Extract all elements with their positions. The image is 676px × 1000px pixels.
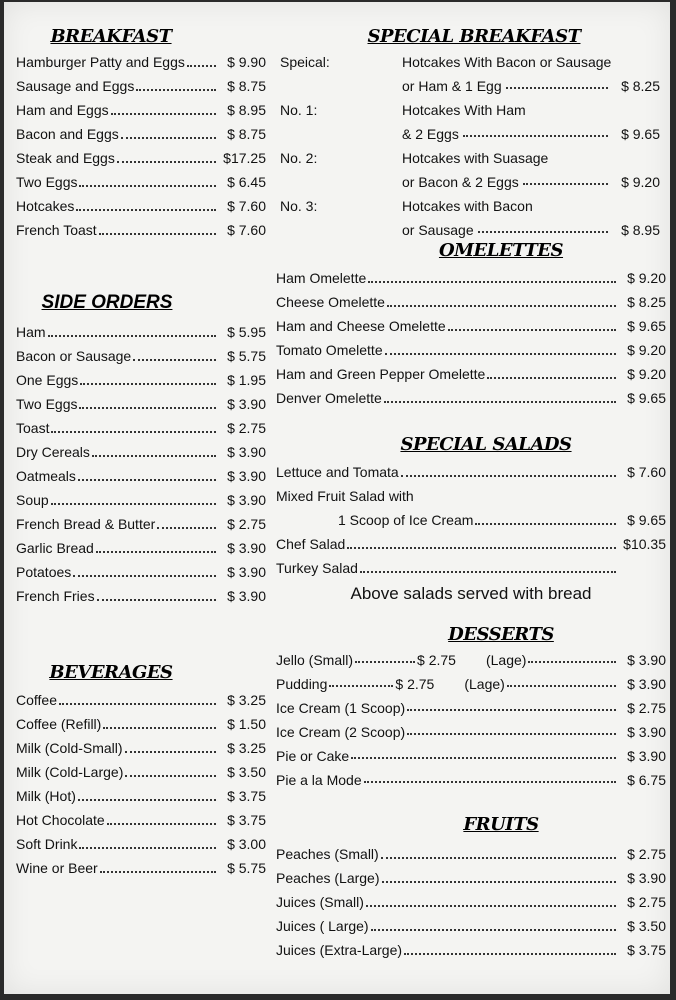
item-price: $ 9.65 bbox=[627, 512, 666, 528]
menu-item-row bbox=[16, 218, 266, 242]
dessert-name: Ice Cream (1 Scoop) bbox=[276, 700, 406, 716]
item-name: Soup bbox=[16, 492, 49, 508]
menu-item-row bbox=[16, 832, 266, 856]
special-desc-text: Hotcakes with Bacon bbox=[402, 198, 533, 214]
item-price: $ 3.50 bbox=[627, 918, 666, 934]
item-name: Mixed Fruit Salad with bbox=[276, 488, 414, 504]
menu-item-row bbox=[16, 416, 266, 440]
item-price: $ 3.90 bbox=[627, 870, 666, 886]
special-desc-text: or Ham & 1 Egg bbox=[402, 78, 502, 94]
item-name: Oatmeals bbox=[16, 468, 76, 484]
menu-item-row bbox=[276, 938, 666, 962]
menu-item-row bbox=[276, 266, 666, 290]
dot-leader bbox=[99, 221, 216, 235]
special-price: $ 9.20 bbox=[621, 174, 660, 190]
right-column bbox=[276, 24, 666, 962]
dot-leader bbox=[463, 123, 608, 137]
dot-leader bbox=[475, 511, 616, 525]
menu-item-row bbox=[16, 736, 266, 760]
side-orders-heading: SIDE ORDERS bbox=[41, 292, 173, 313]
dessert-row bbox=[276, 720, 666, 744]
special-desc-text: or Bacon & 2 Eggs bbox=[402, 174, 519, 190]
special-breakfast-row bbox=[276, 98, 666, 122]
menu-item-row bbox=[276, 338, 666, 362]
dot-leader bbox=[401, 463, 616, 477]
item-name: Turkey Salad bbox=[276, 560, 358, 576]
special-breakfast-row bbox=[276, 50, 666, 74]
item-price: $ 2.75 bbox=[227, 420, 266, 436]
menu-item-row bbox=[276, 314, 666, 338]
menu-item-row bbox=[16, 688, 266, 712]
dot-leader bbox=[523, 171, 608, 185]
dot-leader bbox=[78, 467, 216, 481]
dot-leader bbox=[125, 763, 216, 777]
dot-leader bbox=[125, 739, 216, 753]
special-label bbox=[276, 122, 402, 146]
item-name: Ham Omelette bbox=[276, 270, 367, 286]
item-name: Peaches (Large) bbox=[276, 870, 380, 886]
dot-leader bbox=[384, 389, 616, 403]
item-name: Cheese Omelette bbox=[276, 294, 385, 310]
menu-item-row bbox=[16, 512, 266, 536]
menu-item-row bbox=[276, 842, 666, 866]
dot-leader bbox=[103, 715, 216, 729]
breakfast-heading: BREAKFAST bbox=[50, 26, 172, 47]
dessert-row bbox=[276, 744, 666, 768]
item-price: $ 3.75 bbox=[227, 812, 266, 828]
item-price: $ 8.75 bbox=[227, 126, 266, 142]
dot-leader bbox=[59, 691, 216, 705]
menu-item-row bbox=[276, 386, 666, 410]
dessert-large-label: (Lage) bbox=[464, 676, 505, 692]
special-label bbox=[276, 218, 402, 242]
item-price: $10.35 bbox=[623, 536, 666, 552]
dot-leader bbox=[506, 75, 608, 89]
dot-leader bbox=[96, 539, 216, 553]
special-desc-text: Hotcakes With Ham bbox=[402, 102, 526, 118]
special-label: No. 2: bbox=[280, 150, 318, 166]
dot-leader bbox=[381, 845, 616, 859]
menu-item-row bbox=[276, 556, 666, 580]
menu-item-row bbox=[16, 760, 266, 784]
menu-item-row bbox=[16, 464, 266, 488]
item-name: Coffee (Refill) bbox=[16, 716, 102, 732]
beverages-heading: BEVERAGES bbox=[49, 662, 173, 683]
dot-leader bbox=[364, 769, 616, 783]
menu-sheet bbox=[4, 2, 670, 994]
dot-leader bbox=[100, 859, 216, 873]
salads-note: Above salads served with bread bbox=[350, 584, 592, 603]
special-desc bbox=[402, 98, 666, 122]
desserts-list bbox=[276, 648, 666, 792]
item-price: $ 2.75 bbox=[627, 894, 666, 910]
item-name: Soft Drink bbox=[16, 836, 78, 852]
menu-item-row bbox=[16, 320, 266, 344]
menu-item-row bbox=[276, 362, 666, 386]
dot-leader bbox=[407, 697, 616, 711]
dot-leader bbox=[382, 869, 616, 883]
dessert-row bbox=[276, 672, 666, 696]
menu-item-row bbox=[16, 560, 266, 584]
item-name: Toast bbox=[16, 420, 50, 436]
dot-leader bbox=[187, 53, 216, 67]
item-price: $ 8.95 bbox=[227, 102, 266, 118]
menu-item-row bbox=[16, 856, 266, 880]
dot-leader bbox=[92, 443, 216, 457]
item-price: $ 9.65 bbox=[627, 390, 666, 406]
item-name: Denver Omelette bbox=[276, 390, 382, 406]
menu-item-row bbox=[16, 440, 266, 464]
item-price: $ 8.25 bbox=[627, 294, 666, 310]
dot-leader bbox=[366, 893, 616, 907]
dessert-name: Ice Cream (2 Scoop) bbox=[276, 724, 406, 740]
dot-leader bbox=[385, 341, 616, 355]
special-breakfast-row bbox=[276, 122, 666, 146]
item-price: $ 9.20 bbox=[627, 270, 666, 286]
item-price: $ 1.95 bbox=[227, 372, 266, 388]
item-name: French Toast bbox=[16, 222, 97, 238]
dot-leader bbox=[355, 649, 415, 663]
item-price: $ 9.90 bbox=[227, 54, 266, 70]
item-name: Ham bbox=[16, 324, 46, 340]
item-price: $ 7.60 bbox=[227, 222, 266, 238]
menu-item-row bbox=[16, 584, 266, 608]
special-label: No. 3: bbox=[280, 198, 318, 214]
item-name: Steak and Eggs bbox=[16, 150, 115, 166]
item-name: Lettuce and Tomata bbox=[276, 464, 399, 480]
special-breakfast-row bbox=[276, 146, 666, 170]
item-name: Hotcakes bbox=[16, 198, 75, 214]
special-salads-list bbox=[276, 460, 666, 580]
menu-item-row bbox=[276, 460, 666, 484]
special-price: $ 8.95 bbox=[621, 222, 660, 238]
dot-leader bbox=[78, 787, 216, 801]
special-breakfast-row bbox=[276, 194, 666, 218]
menu-item-row bbox=[16, 784, 266, 808]
special-label: Speical: bbox=[280, 54, 330, 70]
dessert-small-price: $ 2.75 bbox=[395, 676, 435, 692]
fruits-list bbox=[276, 842, 666, 962]
item-price: $ 9.20 bbox=[627, 342, 666, 358]
item-price: $ 3.90 bbox=[227, 396, 266, 412]
item-name: Milk (Hot) bbox=[16, 788, 76, 804]
menu-item-row bbox=[16, 712, 266, 736]
item-name: Wine or Beer bbox=[16, 860, 98, 876]
menu-item-row bbox=[276, 532, 666, 556]
dot-leader bbox=[48, 323, 216, 337]
item-name: Hamburger Patty and Eggs bbox=[16, 54, 185, 70]
item-name: 1 Scoop of Ice Cream bbox=[338, 512, 474, 528]
omelettes-list bbox=[276, 266, 666, 410]
item-name: Ham and Cheese Omelette bbox=[276, 318, 446, 334]
item-price: $ 2.75 bbox=[227, 516, 266, 532]
menu-item-row bbox=[16, 808, 266, 832]
dot-leader bbox=[351, 745, 616, 759]
dot-leader bbox=[73, 563, 216, 577]
item-name: Peaches (Small) bbox=[276, 846, 379, 862]
dot-leader bbox=[507, 673, 616, 687]
item-name: Milk (Cold-Large) bbox=[16, 764, 124, 780]
special-desc bbox=[402, 74, 666, 98]
dessert-price: $ 3.90 bbox=[627, 724, 666, 740]
item-price: $ 3.90 bbox=[227, 468, 266, 484]
dot-leader bbox=[97, 587, 216, 601]
special-desc bbox=[402, 122, 666, 146]
menu-item-row bbox=[16, 170, 266, 194]
dessert-small-price: $ 2.75 bbox=[417, 652, 456, 668]
menu-item-row bbox=[16, 344, 266, 368]
dessert-price: $ 3.90 bbox=[627, 676, 666, 692]
item-name: Dry Cereals bbox=[16, 444, 90, 460]
item-name: Milk (Cold-Small) bbox=[16, 740, 123, 756]
dot-leader bbox=[121, 125, 216, 139]
menu-item-row bbox=[16, 194, 266, 218]
dessert-name: Pie or Cake bbox=[276, 748, 350, 764]
dot-leader bbox=[80, 371, 216, 385]
special-breakfast-row bbox=[276, 74, 666, 98]
menu-item-row bbox=[16, 146, 266, 170]
dessert-row bbox=[276, 768, 666, 792]
item-price: $ 8.75 bbox=[227, 78, 266, 94]
dessert-large-label: (Lage) bbox=[485, 652, 527, 668]
menu-item-row bbox=[276, 290, 666, 314]
dot-leader bbox=[157, 515, 216, 529]
dot-leader bbox=[387, 293, 616, 307]
item-price: $ 2.75 bbox=[627, 846, 666, 862]
dot-leader bbox=[347, 535, 616, 549]
dessert-price: $ 3.90 bbox=[627, 748, 666, 764]
dot-leader bbox=[79, 395, 216, 409]
dot-leader bbox=[371, 917, 616, 931]
item-name: Chef Salad bbox=[276, 536, 346, 552]
dessert-name: Pudding bbox=[276, 676, 328, 692]
item-name: French Fries bbox=[16, 588, 95, 604]
item-price: $ 3.90 bbox=[227, 444, 266, 460]
dot-leader bbox=[407, 721, 616, 735]
dot-leader bbox=[136, 77, 216, 91]
special-desc bbox=[402, 194, 666, 218]
dot-leader bbox=[107, 811, 216, 825]
item-price: $ 5.75 bbox=[227, 348, 266, 364]
menu-item-row bbox=[16, 368, 266, 392]
special-label bbox=[276, 170, 402, 194]
dot-leader bbox=[360, 559, 616, 573]
dessert-name: Pie a la Mode bbox=[276, 772, 362, 788]
item-name: Juices ( Large) bbox=[276, 918, 369, 934]
item-name: French Bread & Butter bbox=[16, 516, 156, 532]
dessert-price: $ 2.75 bbox=[627, 700, 666, 716]
menu-item-row bbox=[16, 50, 266, 74]
dot-leader bbox=[117, 149, 216, 163]
item-price: $ 3.75 bbox=[227, 788, 266, 804]
special-desc-text: Hotcakes With Bacon or Sausage bbox=[402, 54, 612, 70]
dot-leader bbox=[51, 419, 216, 433]
item-name: Juices (Extra-Large) bbox=[276, 942, 403, 958]
special-desc-text: & 2 Eggs bbox=[402, 126, 459, 142]
special-breakfast-list bbox=[276, 50, 666, 242]
item-price: $ 3.90 bbox=[227, 564, 266, 580]
item-price: $ 1.50 bbox=[227, 716, 266, 732]
item-price: $ 5.75 bbox=[227, 860, 266, 876]
item-name: One Eggs bbox=[16, 372, 79, 388]
item-price: $ 3.90 bbox=[227, 540, 266, 556]
item-price: $ 5.95 bbox=[227, 324, 266, 340]
beverages-list bbox=[16, 688, 266, 880]
item-name: Ham and Eggs bbox=[16, 102, 109, 118]
special-label bbox=[276, 74, 402, 98]
menu-item-row bbox=[16, 74, 266, 98]
special-desc-text: Hotcakes with Suasage bbox=[402, 150, 549, 166]
left-column bbox=[16, 24, 266, 880]
item-price: $17.25 bbox=[223, 150, 266, 166]
menu-item-row bbox=[276, 914, 666, 938]
dot-leader bbox=[478, 219, 608, 233]
item-price: $ 6.45 bbox=[227, 174, 266, 190]
dot-leader bbox=[329, 673, 393, 687]
dot-leader bbox=[487, 365, 616, 379]
item-price: $ 3.75 bbox=[627, 942, 666, 958]
item-name: Juices (Small) bbox=[276, 894, 364, 910]
special-desc bbox=[402, 146, 666, 170]
menu-item-row bbox=[16, 488, 266, 512]
dot-leader bbox=[528, 649, 616, 663]
dot-leader bbox=[111, 101, 216, 115]
item-name: Potatoes bbox=[16, 564, 72, 580]
special-breakfast-heading: SPECIAL BREAKFAST bbox=[367, 26, 581, 47]
dot-leader bbox=[76, 197, 216, 211]
menu-item-row bbox=[16, 392, 266, 416]
item-name: Bacon and Eggs bbox=[16, 126, 119, 142]
item-price: $ 7.60 bbox=[627, 464, 666, 480]
item-price: $ 9.65 bbox=[627, 318, 666, 334]
dot-leader bbox=[79, 835, 216, 849]
dessert-price: $ 3.90 bbox=[627, 652, 666, 668]
dot-leader bbox=[368, 269, 616, 283]
item-name: Hot Chocolate bbox=[16, 812, 105, 828]
special-price: $ 9.65 bbox=[621, 126, 660, 142]
special-desc-text: or Sausage bbox=[402, 222, 474, 238]
special-salads-heading: SPECIAL SALADS bbox=[400, 434, 572, 455]
item-name: Bacon or Sausage bbox=[16, 348, 132, 364]
item-price: $ 7.60 bbox=[227, 198, 266, 214]
item-price: $ 3.90 bbox=[227, 492, 266, 508]
dessert-name: Jello (Small) bbox=[276, 652, 354, 668]
dot-leader bbox=[79, 173, 216, 187]
item-price: $ 3.25 bbox=[227, 740, 266, 756]
item-name: Tomato Omelette bbox=[276, 342, 383, 358]
item-price: $ 3.50 bbox=[227, 764, 266, 780]
dot-leader bbox=[404, 941, 616, 955]
omelettes-heading: OMELETTES bbox=[438, 240, 564, 261]
item-name: Garlic Bread bbox=[16, 540, 94, 556]
item-name: Two Eggs bbox=[16, 396, 78, 412]
menu-item-row bbox=[16, 122, 266, 146]
item-name: Coffee bbox=[16, 692, 57, 708]
dessert-row bbox=[276, 696, 666, 720]
special-price: $ 8.25 bbox=[621, 78, 660, 94]
item-price: $ 3.90 bbox=[227, 588, 266, 604]
menu-item-row bbox=[276, 890, 666, 914]
desserts-heading: DESSERTS bbox=[448, 624, 554, 645]
item-price: $ 3.25 bbox=[227, 692, 266, 708]
menu-item-row bbox=[16, 536, 266, 560]
item-price: $ 9.20 bbox=[627, 366, 666, 382]
special-label: No. 1: bbox=[280, 102, 318, 118]
dessert-row bbox=[276, 648, 666, 672]
menu-item-row bbox=[276, 866, 666, 890]
fruits-heading: FRUITS bbox=[463, 814, 539, 835]
dot-leader bbox=[51, 491, 216, 505]
item-name: Two Eggs bbox=[16, 174, 78, 190]
breakfast-list bbox=[16, 50, 266, 242]
dot-leader bbox=[133, 347, 216, 361]
side-orders-list bbox=[16, 320, 266, 608]
item-name: Ham and Green Pepper Omelette bbox=[276, 366, 486, 382]
item-price: $ 3.00 bbox=[227, 836, 266, 852]
item-name: Sausage and Eggs bbox=[16, 78, 135, 94]
menu-item-row bbox=[276, 484, 666, 508]
dessert-price: $ 6.75 bbox=[627, 772, 666, 788]
special-desc bbox=[402, 170, 666, 194]
special-breakfast-row bbox=[276, 170, 666, 194]
menu-item-row bbox=[276, 508, 666, 532]
dot-leader bbox=[448, 317, 616, 331]
special-desc bbox=[402, 50, 666, 74]
menu-item-row bbox=[16, 98, 266, 122]
